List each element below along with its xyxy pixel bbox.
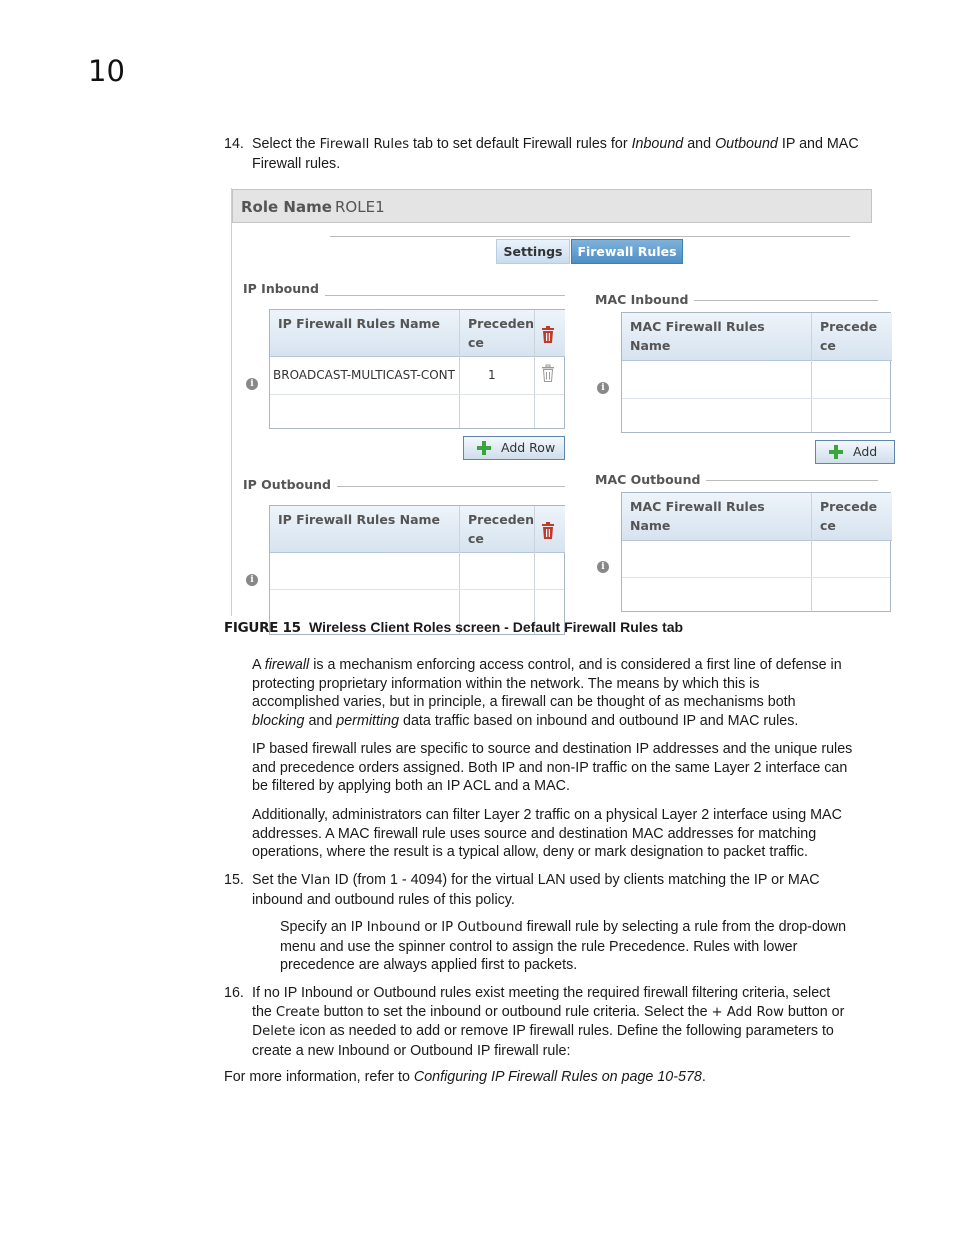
mac-inbound-info-icon[interactable]: i [597,382,609,394]
mac-inbound-title: MAC Inbound [595,292,694,307]
ip-inbound-col-name[interactable]: IP Firewall Rules Name [270,310,460,357]
figure-caption-text: Wireless Client Roles screen - Default Firewall Rules tab [309,619,684,635]
plus-icon [828,444,844,460]
ip-outbound-title: IP Outbound [243,477,337,492]
tab-firewall-rules[interactable]: Firewall Rules [571,239,683,264]
figure-label: FIGURE 15 [224,620,301,636]
mac-inbound-table [621,312,891,433]
mac-outbound-col-precedence[interactable]: Precede ce [812,493,892,541]
ip-outbound-info-icon[interactable]: i [246,574,258,586]
step-16-text: If no IP Inbound or Outbound rules exist meeting the required firewall filtering criteria, select the Create button to set the inbound or outbound rule criteria. Select the + Add Row button or Delete icon as needed to add or remove IP firewall rules. Define the following parameters to create a new Inbound or Outbound IP firewall rule: [252,985,845,1060]
mac-outbound-title: MAC Outbound [595,472,706,487]
more-info-link[interactable]: Configuring IP Firewall Rules on page 10-578 [413,1069,702,1085]
ip-inbound-row-name[interactable]: BROADCAST-MULTICAST-CONT [273,368,455,382]
mac-outbound-col-name[interactable]: MAC Firewall Rules Name [622,493,812,541]
chapter-number: 10 [88,54,125,88]
role-name-value: ROLE1 [335,198,385,216]
ip-outbound-col-precedence[interactable]: Preceden ce [460,506,535,553]
create-term: Create [275,1004,320,1020]
ip-outbound-table [269,505,565,635]
step-15-text: Set the Vlan ID (from 1 - 4094) for the virtual LAN used by clients matching the IP or MAC inbound and outbound rules of this policy. [252,872,820,908]
role-name-label: Role Name [241,198,332,216]
mac-outbound-info-icon[interactable]: i [597,561,609,573]
ip-inbound-row-precedence[interactable]: 1 [488,368,496,382]
ip-outbound-col-name[interactable]: IP Firewall Rules Name [270,506,460,553]
step-16-number: 16. [224,985,244,1001]
firewall-rules-term: Firewall Rules [319,137,410,152]
role-name-bar [232,189,872,223]
step-14-text: Select the Firewall Rules tab to set default Firewall rules for Inbound and Outbound IP and MAC Firewall rules. [252,136,859,172]
delete-term: Delete [252,1024,296,1040]
trash-icon[interactable] [541,365,555,382]
step-15-subtext: Specify an IP Inbound or IP Outbound firewall rule by selecting a rule from the drop-down menu and use the spinner control to assign the rule Precedence. Rules with lower precedence are always applied first to packets. [280,919,847,974]
more-info-text: For more information, refer to Configuring IP Firewall Rules on page 10-578. [224,1069,706,1085]
figure-caption [224,619,684,636]
paragraph-firewall-intro: A firewall is a mechanism enforcing access control, and is considered a first line of defense in protecting proprietary information within the network. The means by which this is accomplished varies, but in principle, a firewall can be thought of as mechanisms both blocking and permitting data traffic based on inbound and outbound IP and MAC rules. [252,657,842,730]
add-row-term: + Add Row [711,1004,784,1020]
ip-inbound-add-row-button[interactable]: Add Row [463,436,565,460]
ip-inbound-info-icon[interactable]: i [246,378,258,390]
mac-inbound-add-row-button[interactable]: Add [815,440,895,464]
role-screenshot [231,188,878,616]
mac-inbound-col-precedence[interactable]: Precede ce [812,313,892,361]
vlan-id-term: Vlan ID [301,873,349,888]
ip-inbound-table [269,309,565,429]
step-14-number: 14. [224,136,244,152]
ip-outbound-term: IP Outbound [441,920,523,935]
paragraph-ip-rules: IP based firewall rules are specific to source and destination IP addresses and the unique rules and precedence orders assigned. Both IP and non-IP traffic on the same Layer 2 interface can be filtered by applying both an IP ACL and a MAC. [252,741,853,795]
plus-icon [476,440,492,456]
paragraph-mac-rules: Additionally, administrators can filter Layer 2 traffic on a physical Layer 2 interface using MAC addresses. A MAC firewall rule uses source and destination MAC addresses for matching operations, where the result is a typical allow, deny or mark designation to packet traffic. [252,807,842,861]
step-15-number: 15. [224,872,244,888]
ip-inbound-title: IP Inbound [243,281,325,296]
tab-settings[interactable]: Settings [496,239,570,264]
trash-icon[interactable] [541,326,555,343]
ip-inbound-term: IP Inbound [350,920,421,935]
ip-inbound-col-precedence[interactable]: Preceden ce [460,310,535,357]
trash-icon[interactable] [541,522,555,539]
mac-outbound-table [621,492,891,612]
mac-inbound-col-name[interactable]: MAC Firewall Rules Name [622,313,812,361]
